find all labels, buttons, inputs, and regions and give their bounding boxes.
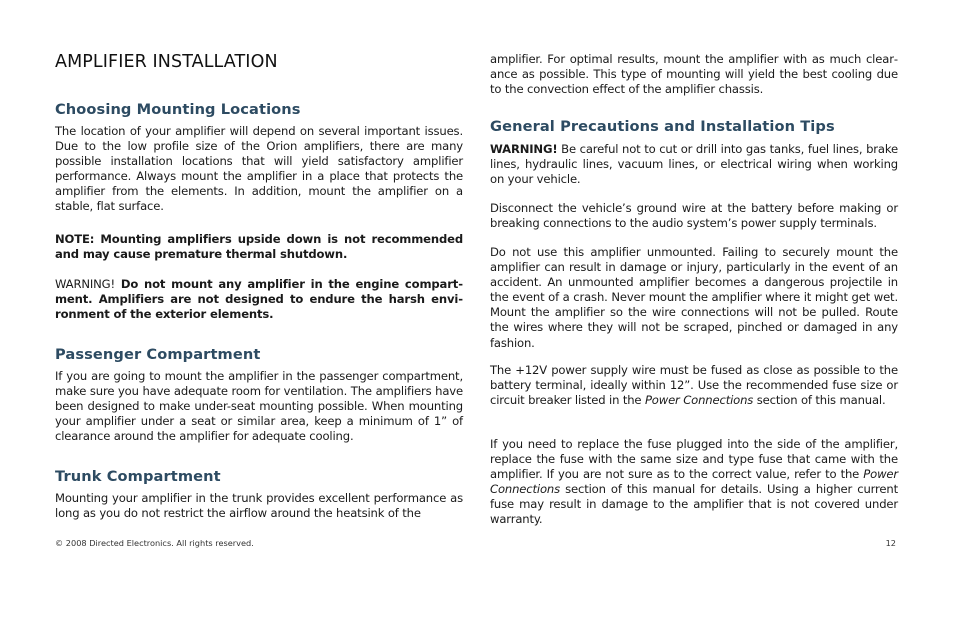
heading-trunk-compartment: Trunk Compartment — [55, 468, 221, 485]
paragraph-mounting-locations: The location of your amplifier will depend on several important issues. Due to the low profile size of the Orion amplifiers, there are many possible installation locations that will yield satisfactory amplifier performance. Always mount the amplifier in a place that protects the amplifier from the elements. In addition, mount the amplifier on a stable, flat surface. — [55, 124, 463, 214]
warning-label: WARNING! — [490, 142, 558, 156]
paragraph-fuse-placement — [490, 363, 898, 408]
warning-text: Be careful not to cut or drill into gas tanks, fuel lines, brake lines, hydraulic lines, vacuum lines, or electrical wiring when working on your vehicle. — [490, 142, 898, 187]
warning-label: WARNING! — [55, 277, 116, 291]
page-title: AMPLIFIER INSTALLATION — [55, 52, 278, 72]
paragraph-passenger: If you are going to mount the amplifier in the passenger compartment, make sure you have adequate room for ventilation. The amplifiers have been designed to make under-seat mounting possible. When mounting your amplifier under a seat or similar area, keep a minimum of 1” of clearance around the amplifier for adequate cooling. — [55, 369, 463, 444]
replace-text-1: If you need to replace the fuse plugged into the side of the amplifier, replace the fuse with the same size and type fuse that came with the amplifier. If you are not sure as to the correct value, refer to the — [490, 437, 898, 482]
paragraph-ground-wire: Disconnect the vehicle’s ground wire at the battery before making or breaking connections to the audio system’s power supply terminals. — [490, 201, 898, 231]
warning-drilling — [490, 142, 898, 187]
paragraph-trunk-continued: amplifier. For optimal results, mount the amplifier with as much clearance as possible. This type of mounting will yield the best cooling due to the convection effect of the amplifier chassis. — [490, 52, 898, 97]
note-upside-down: NOTE: Mounting amplifiers upside down is not recommended and may cause premature thermal shutdown. — [55, 232, 463, 262]
heading-choosing-mounting-locations: Choosing Mounting Locations — [55, 101, 301, 118]
warning-engine-compartment — [55, 277, 463, 322]
replace-reference: Power Connections — [490, 467, 898, 497]
paragraph-fuse-replacement — [490, 437, 898, 528]
fuse-text-1: The +12V power supply wire must be fused as close as possible to the battery terminal, ideally within 12”. Use the recommended fuse size or circuit breaker listed in the — [490, 363, 898, 408]
heading-general-precautions: General Precautions and Installation Tips — [490, 118, 835, 135]
fuse-text-2: section of this manual. — [753, 393, 886, 408]
warning-text: Do not mount any amplifier in the engine compartment. Amplifiers are not designed to endure the harsh environment of the exterior elements. — [55, 277, 463, 322]
page-number: 12 — [885, 538, 896, 548]
replace-text-2: section of this manual for details. Using a higher current fuse may result in damage to the amplifier that is not covered under warranty. — [490, 482, 898, 527]
footer-copyright: © 2008 Directed Electronics. All rights reserved. — [55, 538, 254, 548]
paragraph-unmounted: Do not use this amplifier unmounted. Failing to securely mount the amplifier can result in damage or injury, particularly in the event of an accident. An unmounted amplifier becomes a dangerous projectile in the event of a crash. Never mount the amplifier where it might get wet. Mount the amplifier so the wire connections will not be pulled. Route the wires where they will not be scraped, pinched or damaged in any fashion. — [490, 245, 898, 350]
paragraph-trunk: Mounting your amplifier in the trunk provides excellent performance as long as you do not restrict the airflow around the heatsink of the — [55, 491, 463, 521]
fuse-reference: Power Connections — [644, 393, 754, 408]
heading-passenger-compartment: Passenger Compartment — [55, 346, 261, 363]
